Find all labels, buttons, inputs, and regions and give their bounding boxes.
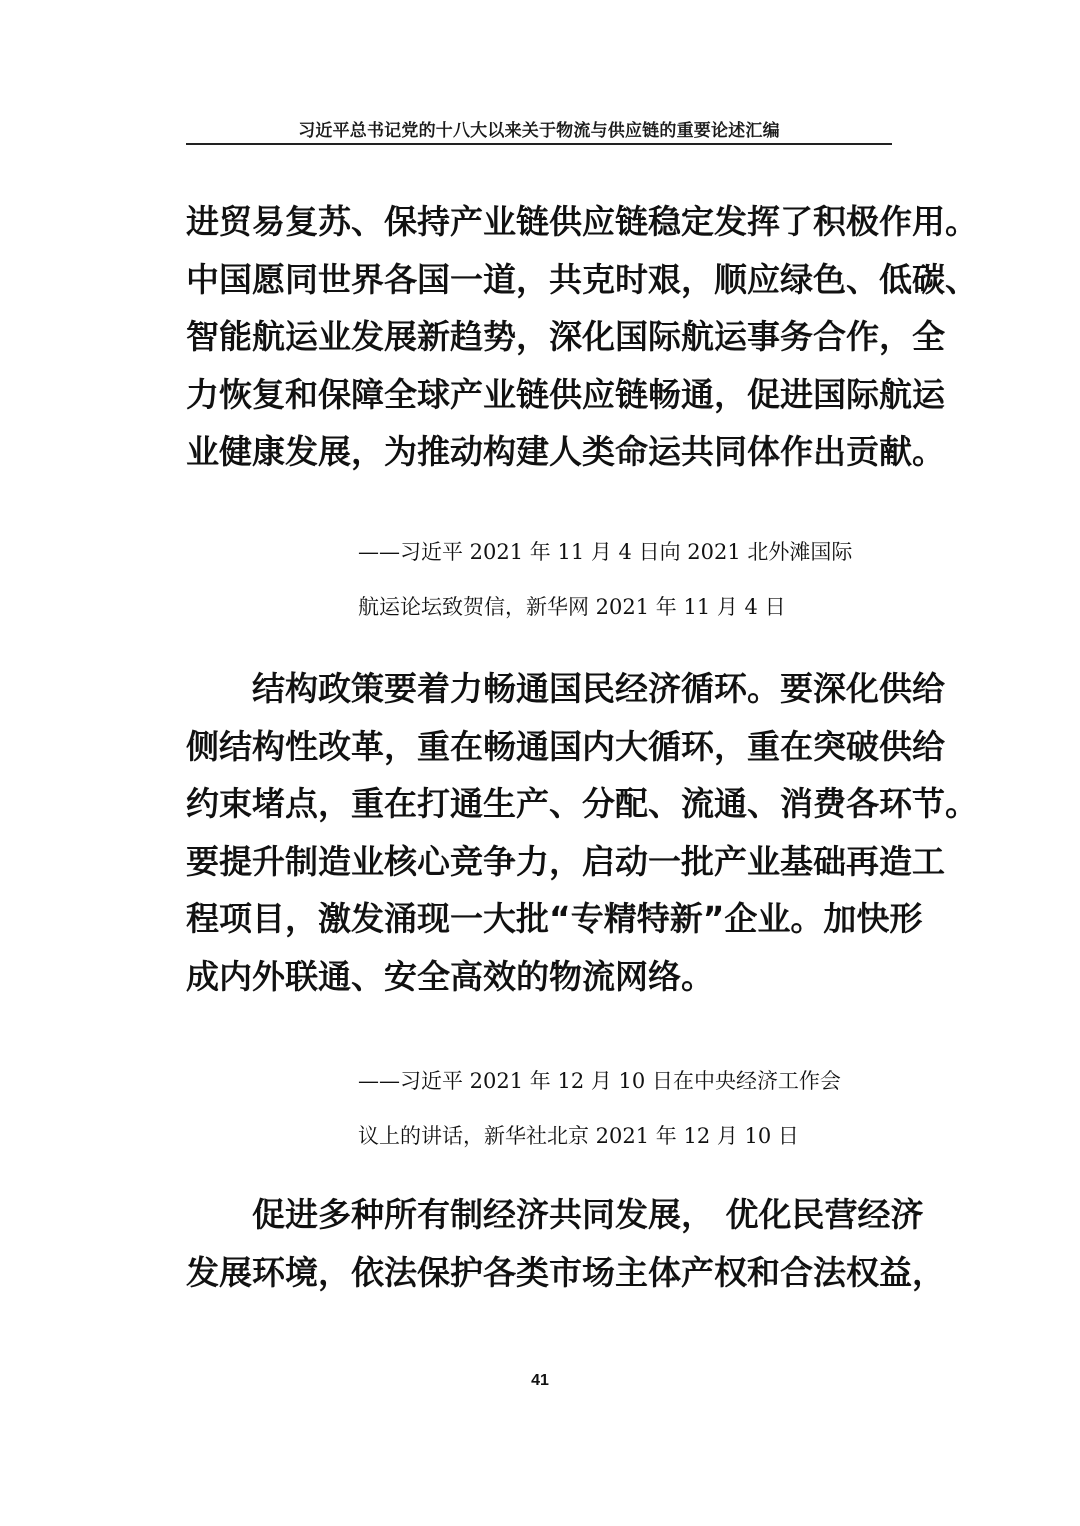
citation-2-line-2: 议上的讲话，新华社北京 2021 年 12 月 10 日 (358, 1124, 799, 1148)
citation-1-line-1: ——习近平 2021 年 11 月 4 日向 2021 北外滩国际 (358, 540, 853, 564)
paragraph-line: 约束堵点，重在打通生产、分配、流通、消费各环节。 (186, 784, 978, 824)
paragraph-line: 程项目，激发涌现一大批“专精特新”企业。加快形 (186, 899, 923, 939)
citation-1-line-2: 航运论坛致贺信，新华网 2021 年 11 月 4 日 (358, 595, 786, 619)
paragraph-2 (186, 660, 978, 1006)
paragraph-line: 中国愿同世界各国一道，共克时艰，顺应绿色、低碳、 (186, 259, 978, 299)
paragraph-line: 结构政策要着力畅通国民经济循环。要深化供给 (252, 669, 945, 708)
paragraph-line: 侧结构性改革，重在畅通国内大循环，重在突破供给 (186, 726, 945, 766)
paragraph-line: 智能航运业发展新趋势，深化国际航运事务合作，全 (186, 317, 945, 357)
paragraph-line: 发展环境，依法保护各类市场主体产权和合法权益， (186, 1252, 945, 1292)
page-number: 41 (531, 1372, 549, 1389)
paragraph-1 (186, 193, 978, 481)
citation-2-line-1: ——习近平 2021 年 12 月 10 日在中央经济工作会 (358, 1069, 841, 1093)
paragraph-line: 业健康发展，为推动构建人类命运共同体作出贡献。 (186, 432, 945, 472)
running-header: 习近平总书记党的十八大以来关于物流与供应链的重要论述汇编 (298, 121, 780, 141)
paragraph-line: 进贸易复苏、保持产业链供应链稳定发挥了积极作用。 (186, 202, 978, 241)
paragraph-3 (186, 1186, 945, 1301)
paragraph-line: 要提升制造业核心竞争力，启动一批产业基础再造工 (186, 841, 945, 881)
paragraph-line: 成内外联通、安全高效的物流网络。 (186, 956, 714, 996)
paragraph-line: 促进多种所有制经济共同发展， 优化民营经济 (252, 1195, 924, 1234)
header-divider (186, 143, 892, 145)
paragraph-line: 力恢复和保障全球产业链供应链畅通，促进国际航运 (186, 374, 945, 414)
